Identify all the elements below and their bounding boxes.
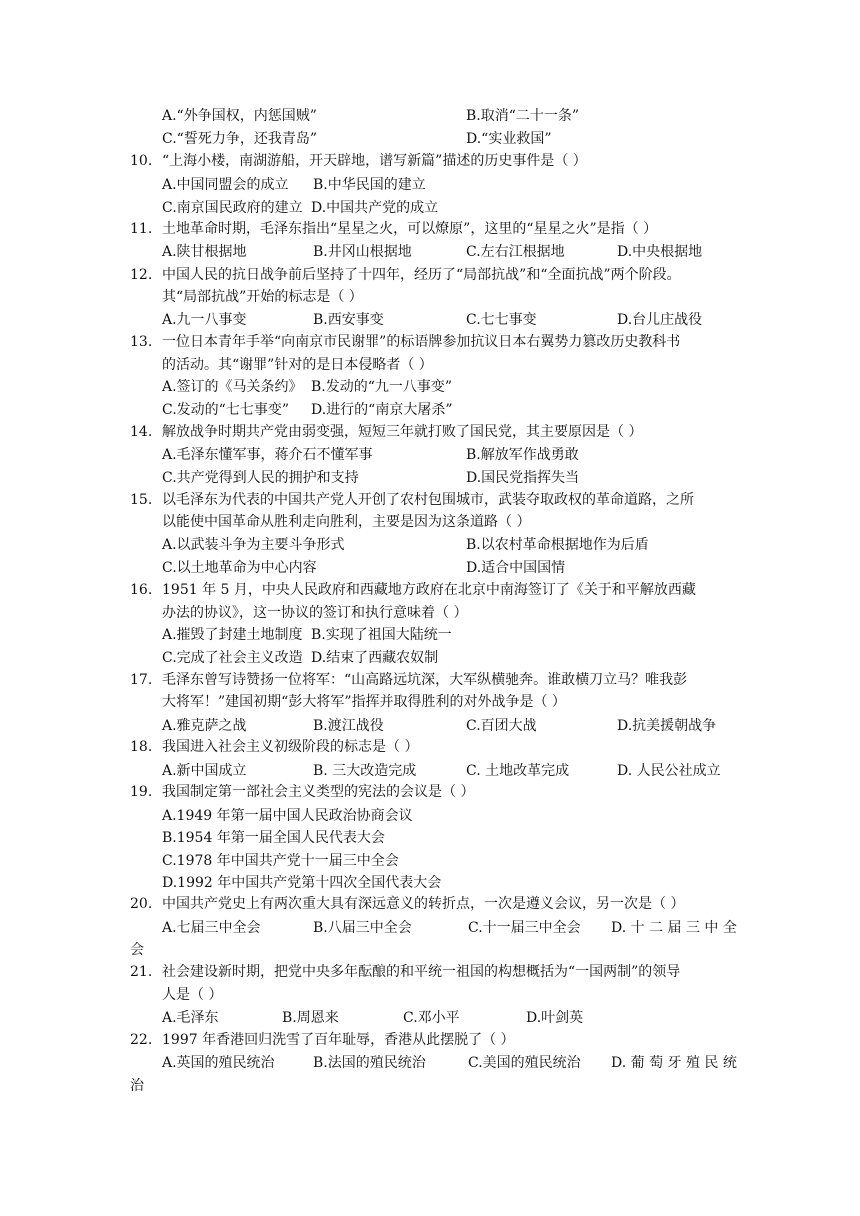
question-stem: 1951 年 5 月，中央人民政府和西藏地方政府在北京中南海签订了《关于和平解放西藏 <box>162 582 696 598</box>
option-d-wrap: 会 <box>130 942 144 958</box>
question-stem: 土地革命时期，毛泽东指出“星星之火，可以燎原”，这里的“星星之火”是指（ ） <box>162 221 658 237</box>
option-a: A.陕甘根据地 <box>162 244 247 260</box>
option-b: B.西安事变 <box>313 312 384 328</box>
question-number: 17. <box>130 672 153 688</box>
option-a: A.雅克萨之战 <box>162 718 247 734</box>
option-d: D.结束了西藏农奴制 <box>311 650 439 666</box>
question-number: 10. <box>130 153 153 169</box>
option-c: C.左右江根据地 <box>466 244 565 260</box>
option-d: D.进行的“南京大屠杀” <box>311 402 453 418</box>
question-stem: 以能使中国革命从胜利走向胜利，主要是因为这条道路（ ） <box>162 514 531 530</box>
option-d: D.叶剑英 <box>526 1010 584 1026</box>
q9-option-d: D.“实业救国” <box>466 131 552 147</box>
q9-option-c: C.“誓死力争，还我青岛” <box>162 131 317 147</box>
question-stem: 办法的协议》，这一协议的签订和执行意味着（ ） <box>162 605 468 621</box>
option-b: B.八届三中全会 <box>313 920 412 936</box>
question-number: 11. <box>130 221 153 237</box>
option-a: A.英国的殖民统治 <box>162 1055 275 1071</box>
option-a: A.中国同盟会的成立 <box>162 177 289 193</box>
question-number: 15. <box>130 492 153 508</box>
question-number: 16. <box>130 582 153 598</box>
option-b: B. 三大改造完成 <box>313 763 417 779</box>
option-b: B.发动的“九一八事变” <box>311 379 453 395</box>
option-c: C. 土地改革完成 <box>466 763 570 779</box>
q9-option-a: A.“外争国权，内惩国贼” <box>162 108 317 124</box>
question-number: 19. <box>130 784 153 800</box>
option-c: C.十一届三中全会 <box>468 920 581 936</box>
option-d: D.抗美援朝战争 <box>617 718 717 734</box>
option-d: D. 葡 萄 牙 殖 民 统 <box>611 1055 737 1071</box>
option-d: D.中国共产党的成立 <box>311 200 439 216</box>
option-c: C.共产党得到人民的拥护和支持 <box>162 470 359 486</box>
question-number: 21. <box>130 964 153 980</box>
option-b: B.解放军作战勇敢 <box>466 447 579 463</box>
question-number: 13. <box>130 334 153 350</box>
question-number: 22. <box>130 1032 153 1048</box>
option-c: C.发动的“七七事变” <box>162 402 289 418</box>
question-stem: 其“局部抗战”开始的标志是（ ） <box>162 289 363 305</box>
question-stem: “上海小楼，南湖游船，开天辟地，谱写新篇”描述的历史事件是（ ） <box>162 153 587 169</box>
option-b: B.实现了祖国大陆统一 <box>311 627 452 643</box>
question-stem: 我国制定第一部社会主义类型的宪法的会议是（ ） <box>162 784 475 800</box>
question-stem: 以毛泽东为代表的中国共产党人开创了农村包围城市，武装夺取政权的革命道路，之所 <box>162 492 694 508</box>
option-b: B.以农村革命根据地作为后盾 <box>466 537 649 553</box>
option-d-wrap: 治 <box>130 1078 144 1094</box>
option-b: B.法国的殖民统治 <box>313 1055 426 1071</box>
question-stem: 中国共产党史上有两次重大具有深远意义的转折点，一次是遵义会议，另一次是（ ） <box>162 896 685 912</box>
option-d: D.台儿庄战役 <box>617 312 703 328</box>
option-c: C.以土地革命为中心内容 <box>162 560 317 576</box>
question-stem: 社会建设新时期，把党中央多年酝酿的和平统一祖国的构想概括为“一国两制”的领导 <box>162 964 681 980</box>
question-number: 18. <box>130 739 153 755</box>
option-a: A.新中国成立 <box>162 763 247 779</box>
q9-option-b: B.取消“二十一条” <box>466 108 580 124</box>
question-stem: 的活动。其“谢罪”针对的是日本侵略者（ ） <box>162 357 433 373</box>
option-b: B.周恩来 <box>282 1010 339 1026</box>
question-number: 14. <box>130 424 153 440</box>
option-a: A.以武装斗争为主要斗争形式 <box>162 537 345 553</box>
option-d: D.适合中国国情 <box>466 560 566 576</box>
option-a: A.毛泽东 <box>162 1010 219 1026</box>
option-b: B.井冈山根据地 <box>313 244 412 260</box>
option-c: C.南京国民政府的建立 <box>162 200 303 216</box>
question-number: 20. <box>130 896 153 912</box>
option-d: D.国民党指挥失当 <box>466 470 580 486</box>
option-b: B.中华民国的建立 <box>313 177 426 193</box>
question-stem: 毛泽东曾写诗赞扬一位将军：“山高路远坑深，大军纵横驰奔。谁敢横刀立马？唯我彭 <box>162 672 688 688</box>
question-stem: 1997 年香港回归洗雪了百年耻辱，香港从此摆脱了（ ） <box>162 1032 515 1048</box>
option-d: D.中央根据地 <box>617 244 703 260</box>
option-c: C.七七事变 <box>466 312 537 328</box>
option-a: A.七届三中全会 <box>162 920 261 936</box>
question-number: 12. <box>130 267 153 283</box>
question-stem: 大将军！”建国初期“彭大将军”指挥并取得胜利的对外战争是（ ） <box>162 694 566 710</box>
question-stem: 解放战争时期共产党由弱变强，短短三年就打败了国民党，其主要原因是（ ） <box>162 424 643 440</box>
option-c: C.完成了社会主义改造 <box>162 650 303 666</box>
option-a: A.摧毁了封建土地制度 <box>162 627 303 643</box>
option-b: B.渡江战役 <box>313 718 384 734</box>
question-stem: 中国人民的抗日战争前后坚持了十四年，经历了“局部抗战”和“全面抗战”两个阶段。 <box>162 267 681 283</box>
question-stem: 我国进入社会主义初级阶段的标志是（ ） <box>162 739 419 755</box>
option-a: A.1949 年第一届中国人民政治协商会议 <box>162 808 413 824</box>
question-stem: 人是（ ） <box>162 987 223 1003</box>
option-c: C.百团大战 <box>466 718 537 734</box>
option-d: D.1992 年中国共产党第十四次全国代表大会 <box>162 875 442 891</box>
option-c: C.美国的殖民统治 <box>468 1055 581 1071</box>
option-a: A.毛泽东懂军事，蒋介石不懂军事 <box>162 447 373 463</box>
option-c: C.1978 年中国共产党十一届三中全会 <box>162 853 399 869</box>
option-b: B.1954 年第一届全国人民代表大会 <box>162 830 385 846</box>
option-d: D. 人民公社成立 <box>617 763 721 779</box>
option-d: D. 十 二 届 三 中 全 <box>611 920 737 936</box>
question-stem: 一位日本青年手举“向南京市民谢罪”的标语牌参加抗议日本右翼势力篡改历史教科书 <box>162 334 681 350</box>
option-a: A.九一八事变 <box>162 312 247 328</box>
option-c: C.邓小平 <box>403 1010 460 1026</box>
option-a: A.签订的《马关条约》 <box>162 379 303 395</box>
